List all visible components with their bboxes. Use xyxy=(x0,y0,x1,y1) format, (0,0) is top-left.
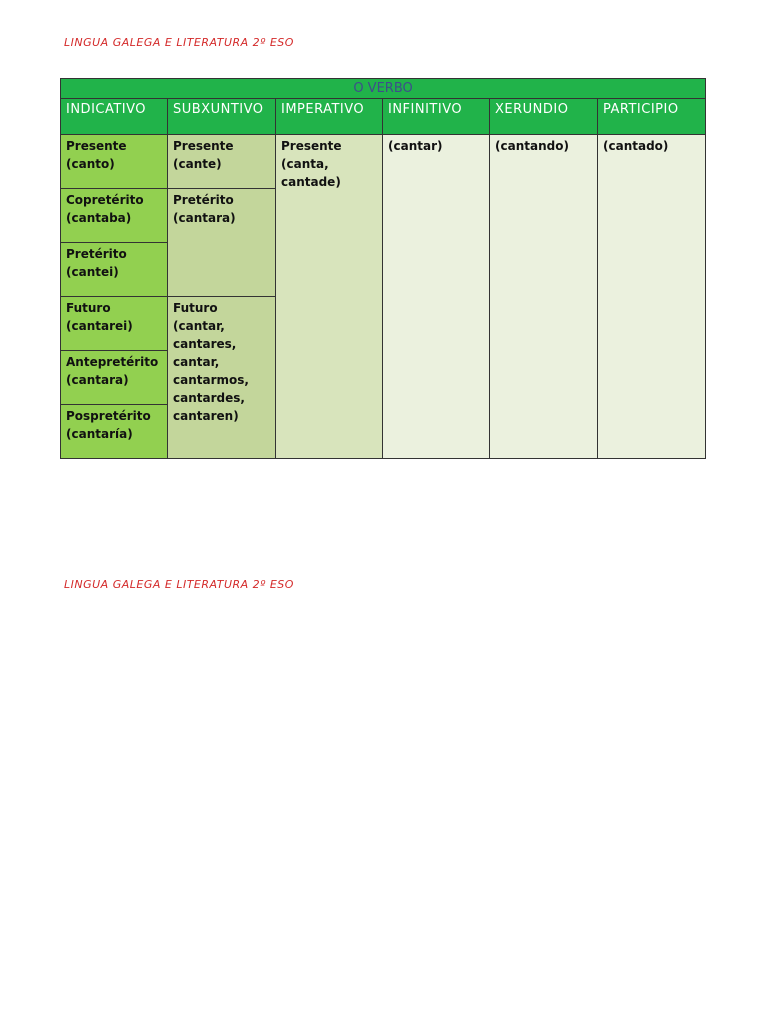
column-header-participio: PARTICIPIO xyxy=(598,99,706,135)
column-header-infinitivo: INFINITIVO xyxy=(383,99,490,135)
subxuntivo-futuro: Futuro (cantar, cantares, cantar, cantarmos, cantardes, cantaren) xyxy=(168,297,276,459)
imperativo-presente: Presente (canta, cantade) xyxy=(276,135,383,459)
table-row xyxy=(61,135,706,189)
page-header-second: LINGUA GALEGA E LITERATURA 2º ESO xyxy=(64,578,294,591)
indicativo-copreterito: Copretérito (cantaba) xyxy=(61,189,168,243)
indicativo-futuro: Futuro (cantarei) xyxy=(61,297,168,351)
participio-cell: (cantado) xyxy=(598,135,706,459)
indicativo-pospreterito: Pospretérito (cantaría) xyxy=(61,405,168,459)
table-title-row xyxy=(61,79,706,99)
column-header-xerundio: XERUNDIO xyxy=(490,99,598,135)
page-header: LINGUA GALEGA E LITERATURA 2º ESO xyxy=(64,36,294,49)
subxuntivo-presente: Presente (cante) xyxy=(168,135,276,189)
table-title: O VERBO xyxy=(61,79,706,99)
subxuntivo-preterito: Pretérito (cantara) xyxy=(168,189,276,297)
indicativo-presente: Presente (canto) xyxy=(61,135,168,189)
infinitivo-cell: (cantar) xyxy=(383,135,490,459)
indicativo-preterito: Pretérito (cantei) xyxy=(61,243,168,297)
column-header-subxuntivo: SUBXUNTIVO xyxy=(168,99,276,135)
xerundio-cell: (cantando) xyxy=(490,135,598,459)
column-header-indicativo: INDICATIVO xyxy=(61,99,168,135)
indicativo-antepreterito: Antepretérito (cantara) xyxy=(61,351,168,405)
table-header-row xyxy=(61,99,706,135)
column-header-imperativo: IMPERATIVO xyxy=(276,99,383,135)
verb-table xyxy=(60,78,706,459)
